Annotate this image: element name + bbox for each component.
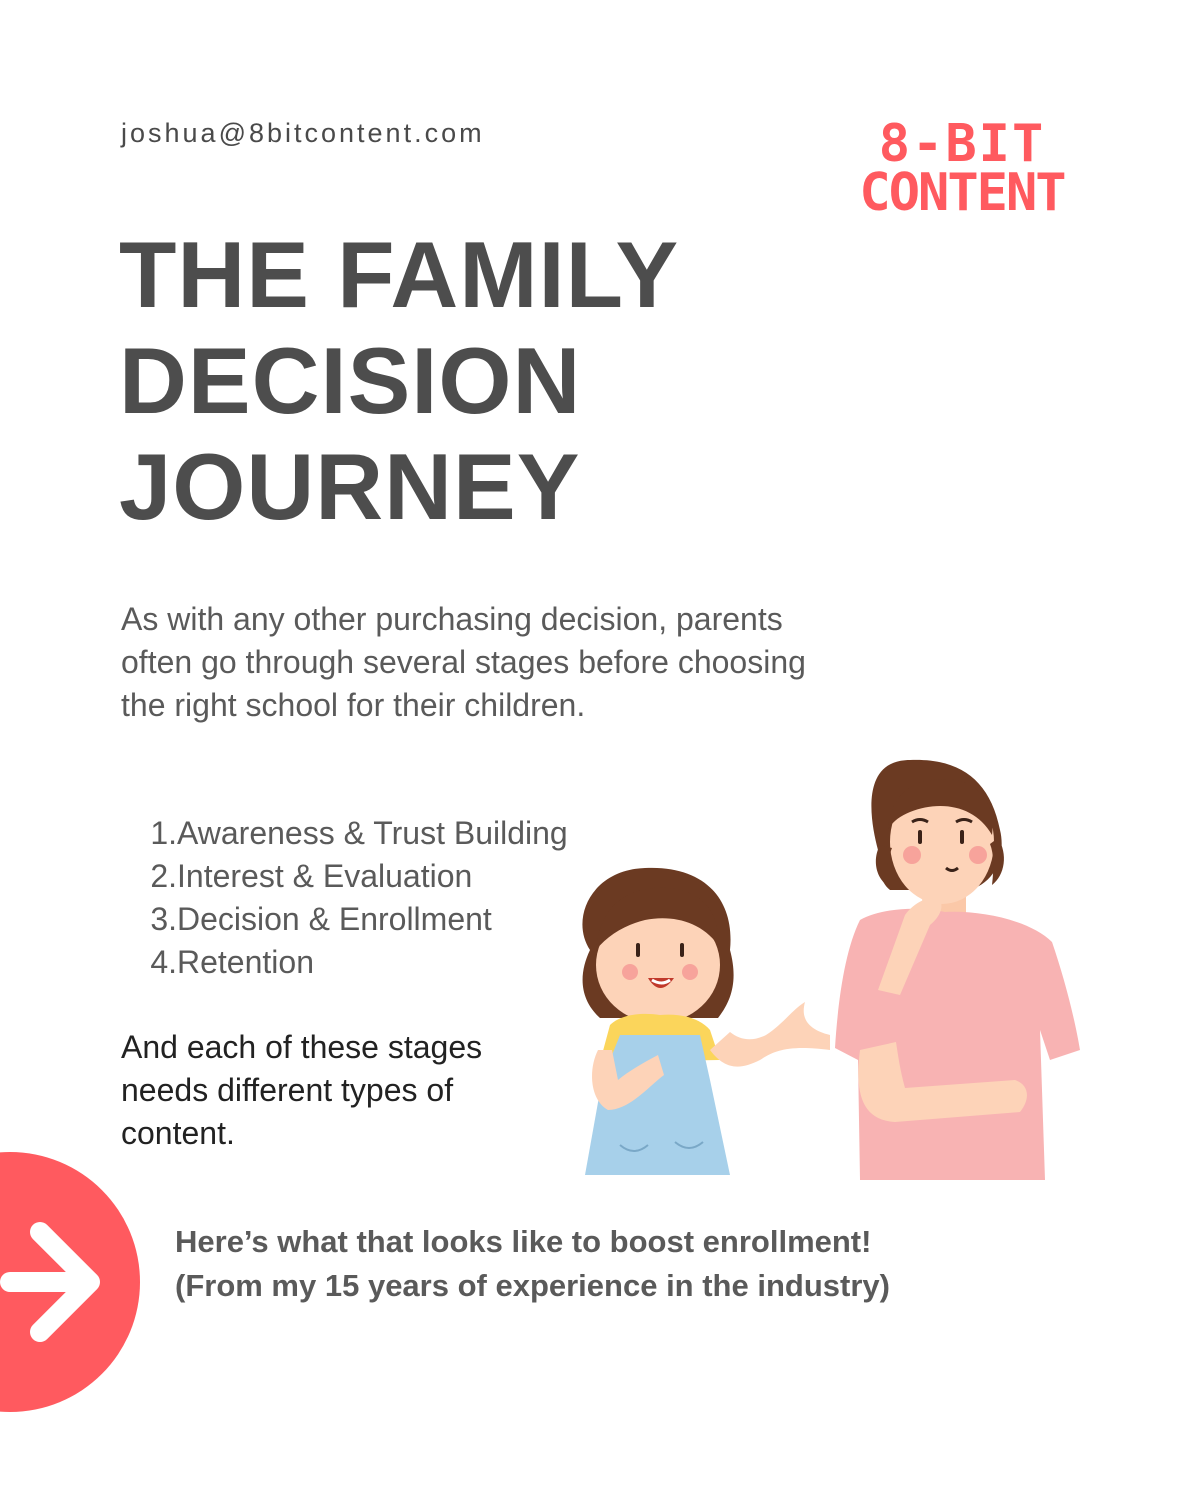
cta-line-1: Here’s what that looks like to boost enrollment! [175,1224,872,1259]
stage-item [121,855,568,898]
stage-number: 3. [150,901,177,937]
daughter-figure [582,868,830,1175]
stage-number: 4. [150,944,177,980]
email-address: joshua@8bitcontent.com [121,118,485,148]
title-line-2: DECISION [119,328,582,433]
title-line-3: JOURNEY [119,434,581,539]
title-line-1: THE FAMILY [119,222,680,327]
stage-number: 1. [150,815,177,851]
page-title [119,222,679,540]
next-arrow-button[interactable] [0,1152,140,1412]
stage-item [121,812,568,855]
stage-label: Retention [177,944,314,980]
stage-number: 2. [150,858,177,894]
stages-list [121,812,568,984]
intro-paragraph: As with any other purchasing decision, parents often go through several stages before choosing the right school for their children. [121,601,806,723]
arrow-right-icon [0,1202,110,1362]
stage-item [121,898,568,941]
logo-line-1: 8-BIT [878,114,1046,174]
family-illustration [560,750,1100,1180]
mother-figure [835,760,1080,1180]
stage-label: Decision & Enrollment [177,901,492,937]
stage-label: Interest & Evaluation [177,858,473,894]
cta-line-2: (From my 15 years of experience in the industry) [175,1268,890,1303]
logo-line-2: CONTENT [859,163,1065,224]
stage-label: Awareness & Trust Building [177,815,568,851]
closing-paragraph: And each of these stages needs different types of content. [121,1029,483,1151]
brand-logo [842,114,1082,224]
stage-item [121,941,568,984]
cta-text [175,1220,890,1308]
